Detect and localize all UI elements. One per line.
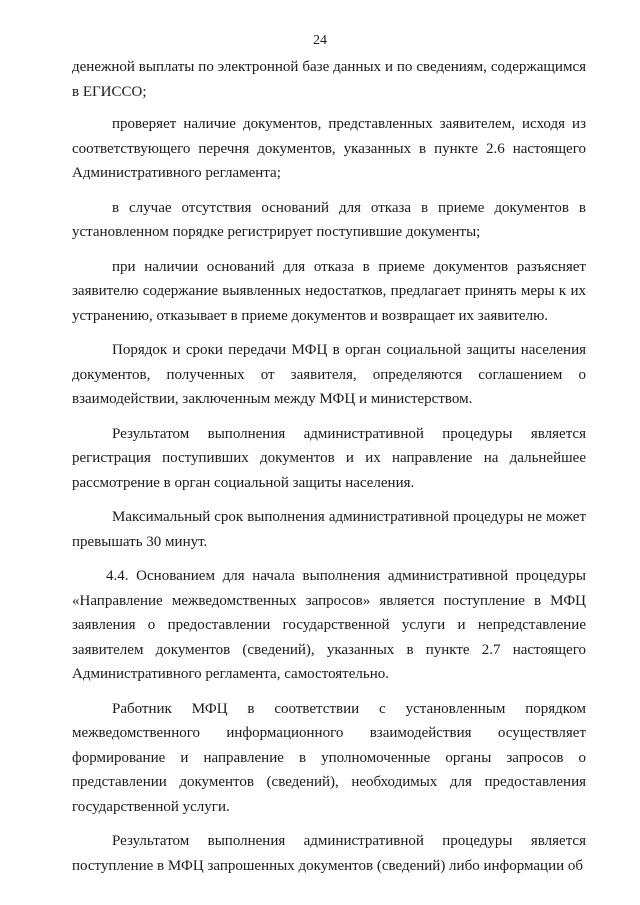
paragraph-egisso: денежной выплаты по электронной базе данных и по сведениям, содержащимся в ЕГИССО; (72, 59, 586, 100)
paragraph-check-documents: проверяет наличие документов, представленных заявителем, исходя из соответствующего перечня документов, указанных в пункте 2.6 настоящего Административного регламента; (72, 116, 586, 181)
paragraph-section-4-4: 4.4. Основанием для начала выполнения административной процедуры «Направление межведомственных запросов» является поступление в МФЦ заявления о предоставлении государственной услуги и непредставление заявителем документов (сведений), указанных в пункте 2.7 настоящего Административного регламента, самостоятельно. (72, 568, 586, 682)
paragraph-refusal: при наличии оснований для отказа в приеме документов разъясняет заявителю содержание выявленных недостатков, предлагает принять меры к их устранению, отказывает в приеме документов и возвращает их заявителю. (72, 258, 586, 324)
paragraph-mfc-worker: Работник МФЦ в соответствии с установленным порядком межведомственного информационного взаимодействия осуществляет формирование и направление в уполномоченные органы запросов о представлении документов (сведений), необходимых для предоставления государственной услуги. (72, 700, 586, 815)
paragraph-transfer-order: Порядок и сроки передачи МФЦ в орган социальной защиты населения документов, полученных от заявителя, определяются соглашением о взаимодействии, заключенным между МФЦ и министерством. (72, 342, 586, 407)
document-body (72, 55, 586, 888)
paragraph-register-documents: в случае отсутствия оснований для отказа в приеме документов в установленном порядке регистрирует поступившие документы; (72, 199, 586, 240)
paragraph-max-time: Максимальный срок выполнения административной процедуры не может превышать 30 минут. (72, 509, 586, 550)
paragraph-result-registration: Результатом выполнения административной процедуры является регистрация поступивших документов и их направление на дальнейшее рассмотрение в орган социальной защиты населения. (72, 425, 586, 491)
paragraph-result-receipt: Результатом выполнения административной процедуры является поступление в МФЦ запрошенных документов (сведений) либо информации об (72, 833, 586, 874)
page-number: 24 (313, 33, 327, 48)
